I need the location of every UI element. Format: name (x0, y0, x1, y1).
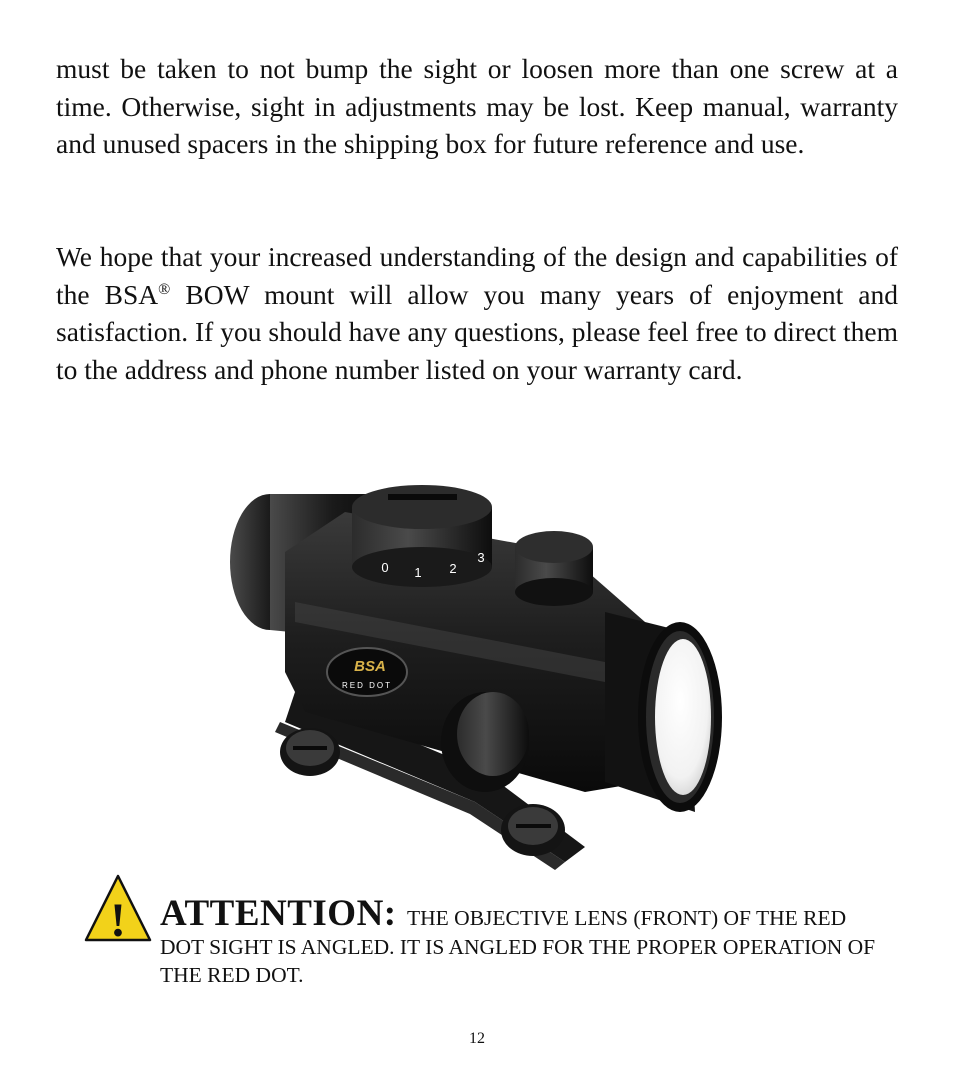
warning-exclamation: ! (110, 894, 126, 942)
dial-number: 1 (414, 565, 422, 580)
logo-subtext: RED DOT (342, 681, 392, 690)
dial-number: 0 (381, 560, 389, 575)
dial-number: 2 (449, 561, 457, 576)
body-paragraph-1: must be taken to not bump the sight or loosen more than one screw at a time. Otherwise, sight in adjustments may be lost. Keep manual, warranty and unused spacers in the shipping box for future reference and use. (56, 53, 898, 159)
dial-number: 3 (477, 550, 485, 565)
registered-mark: ® (158, 280, 171, 298)
body-paragraph-2 (56, 238, 898, 388)
page-number: 12 (469, 1030, 485, 1047)
paragraph-2-start: We hope that your increased understanding of the design and capabilities of the BSA (56, 241, 898, 310)
logo-text: BSA (354, 658, 386, 675)
red-dot-sight-image (225, 452, 725, 872)
paragraph-2-end: BOW mount will allow you many years of enjoyment and satisfaction. If you should have any questions, please feel free to direct them to the address and phone number listed on your warranty card. (56, 278, 898, 385)
attention-notice (160, 893, 880, 990)
attention-heading: ATTENTION: (160, 893, 397, 934)
attention-text: THE OBJECTIVE LENS (FRONT) OF THE RED DOT SIGHT IS ANGLED. IT IS ANGLED FOR THE PROPER OPERATION OF THE RED DOT. (160, 906, 876, 987)
warning-triangle-icon (84, 874, 152, 942)
